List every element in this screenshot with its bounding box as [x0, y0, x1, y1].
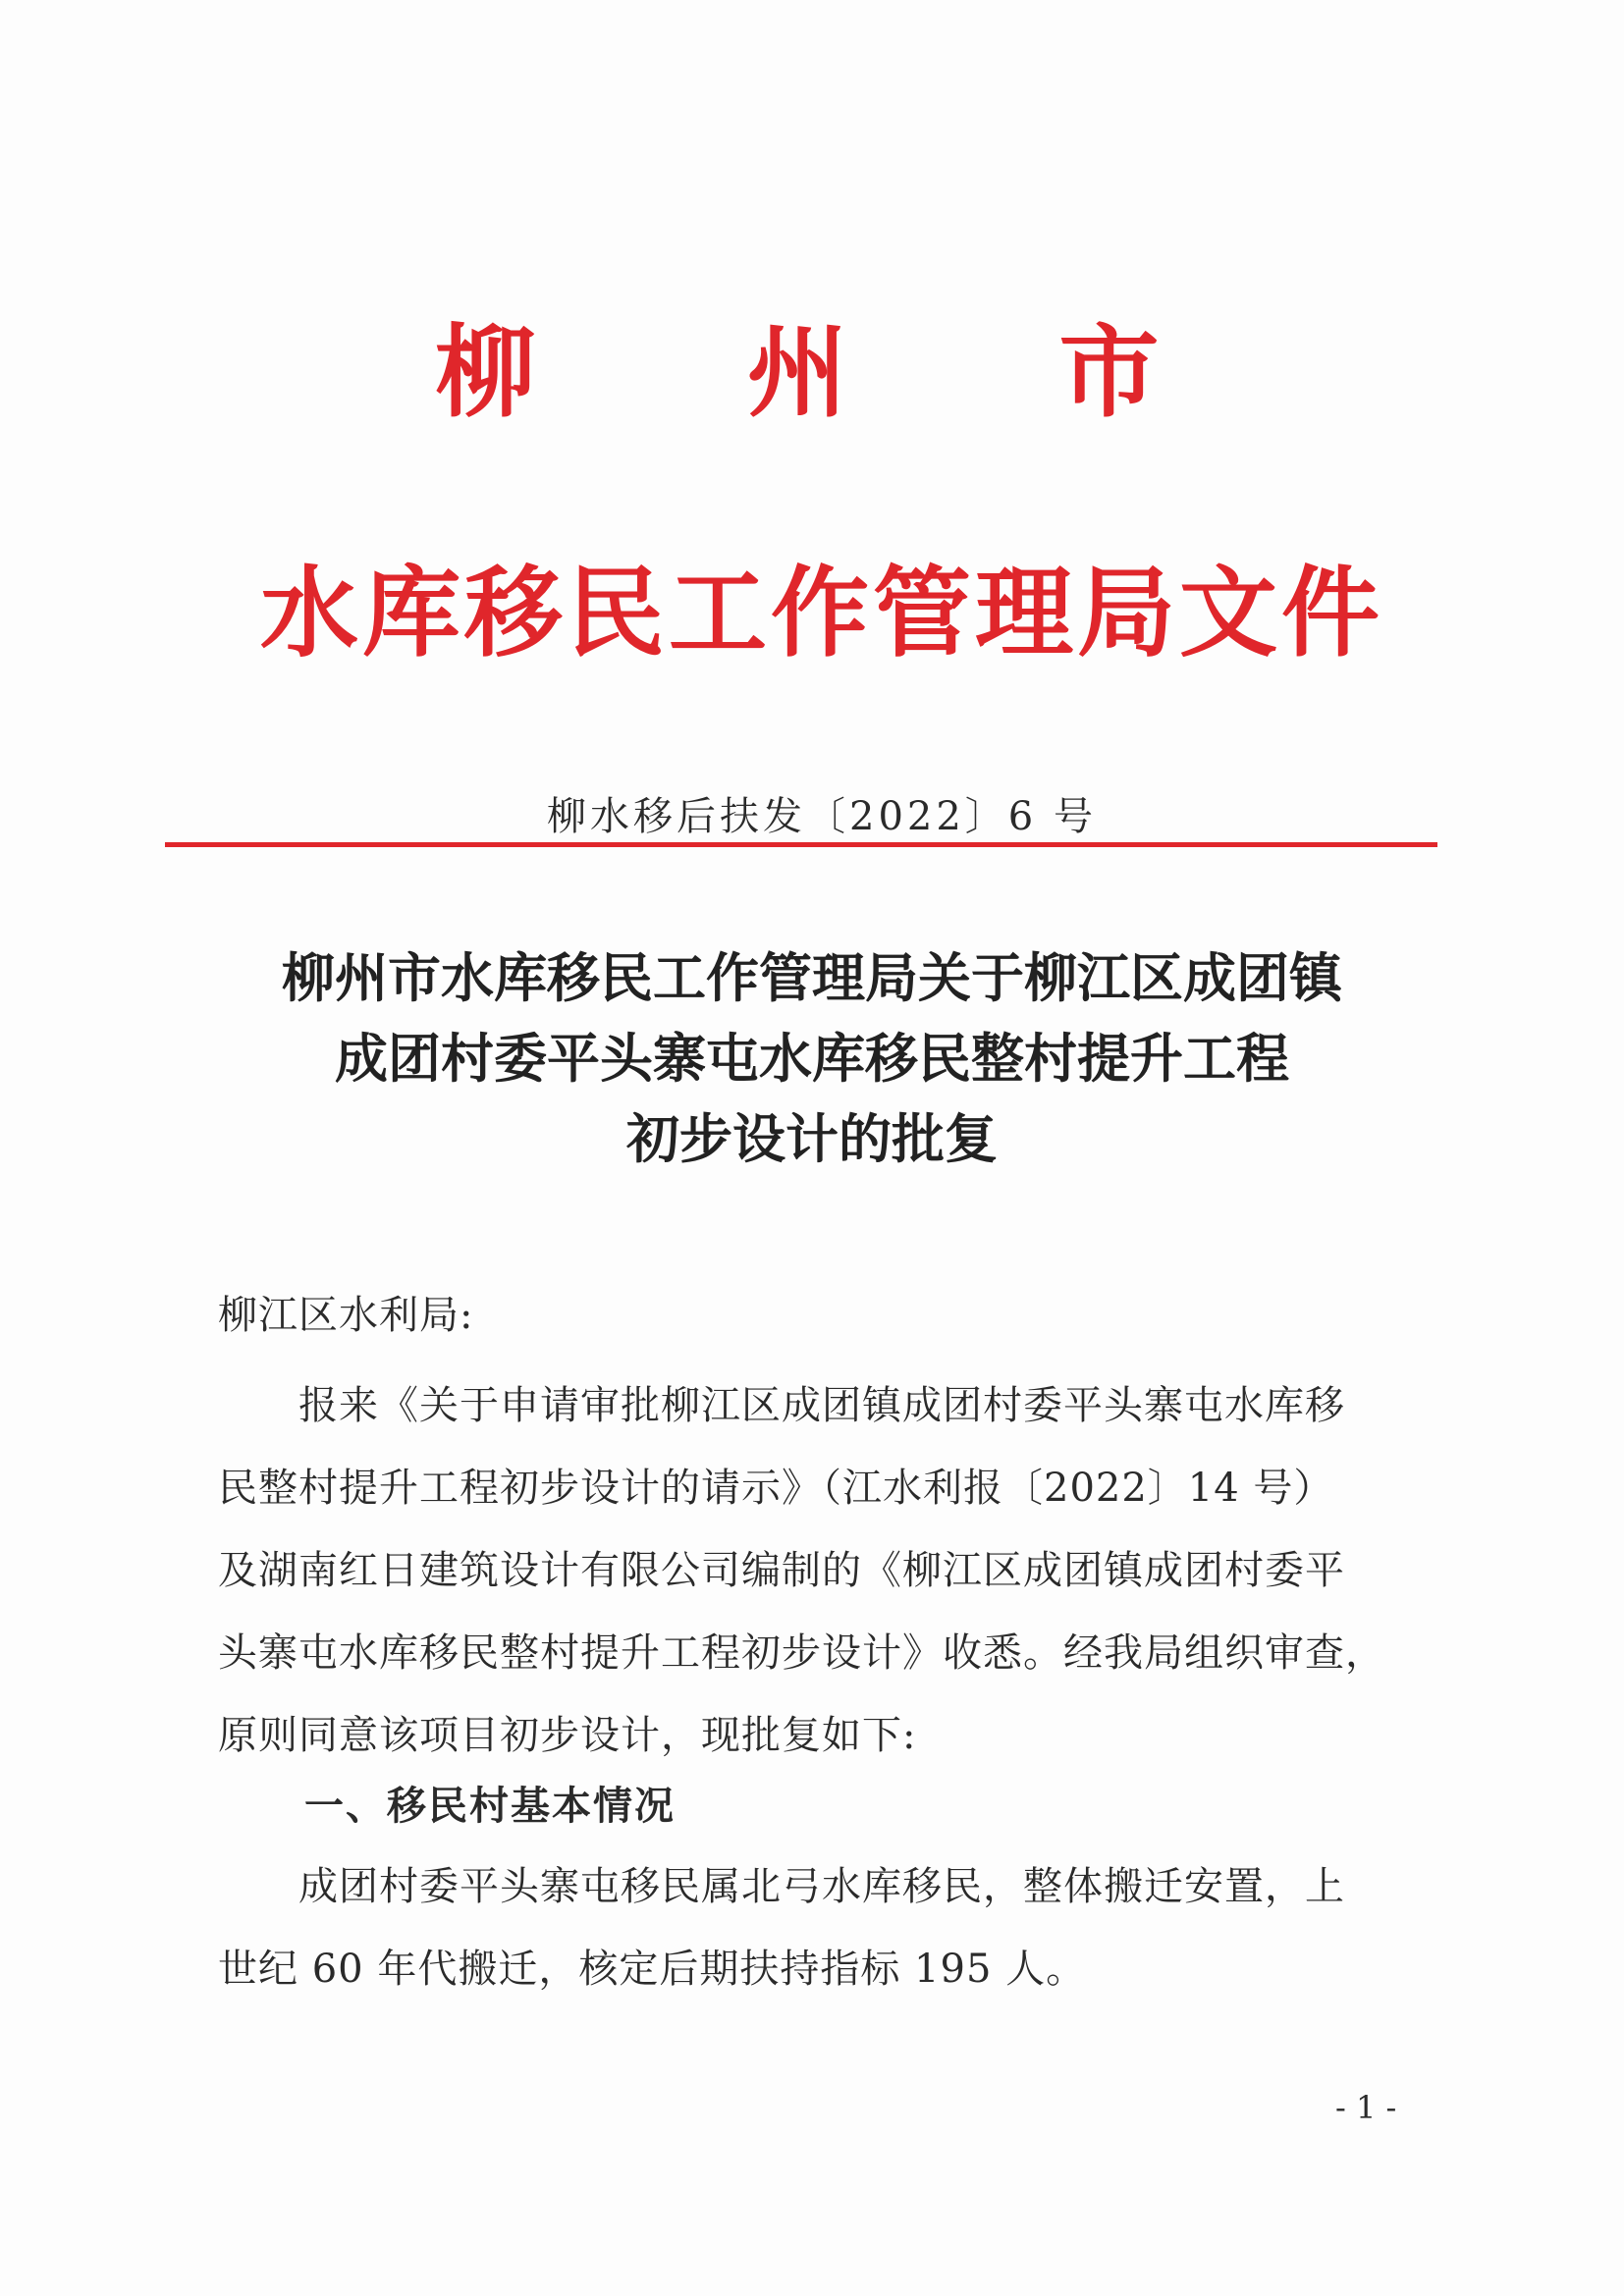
- title-line: 成团村委平头寨屯水库移民整村提升工程: [335, 1027, 1289, 1090]
- title-line: 柳州市水库移民工作管理局关于柳江区成团镇: [282, 946, 1342, 1009]
- paragraph-line: 头寨屯水库移民整村提升工程初步设计》收悉。经我局组织审查，: [218, 1630, 1385, 1676]
- paragraph-line: 原则同意该项目初步设计，现批复如下:: [218, 1713, 917, 1758]
- title-line: 初步设计的批复: [626, 1107, 998, 1170]
- paragraph-line: 及湖南红日建筑设计有限公司编制的《柳江区成团镇成团村委平: [218, 1548, 1345, 1593]
- document-number: 柳水移后扶发〔2022〕6 号: [547, 794, 1097, 839]
- paragraph-village-info: [218, 1845, 1426, 2010]
- paragraph-line: 报来《关于申请审批柳江区成团镇成团村委平头寨屯水库移: [218, 1383, 1345, 1428]
- red-separator-line: [165, 842, 1437, 847]
- page-number: - 1 -: [1335, 2089, 1397, 2126]
- paragraph-line: 成团村委平头寨屯移民属北弓水库移民，整体搬迁安置，上: [218, 1864, 1345, 1909]
- paragraph-request-received: [218, 1364, 1426, 1777]
- document-title: [0, 937, 1624, 1179]
- section-heading: 一、移民村基本情况: [304, 1784, 676, 1829]
- issuer-name-bureau: 水库移民工作管理局文件: [260, 556, 1383, 670]
- issuer-name-city: 柳 州 市: [435, 315, 1248, 432]
- paragraph-line: 世纪 60 年代搬迁，核定后期扶持指标 195 人。: [218, 1947, 1087, 1992]
- paragraph-line: 民整村提升工程初步设计的请示》（江水利报〔2022〕14 号）: [218, 1466, 1334, 1511]
- addressee: 柳江区水利局:: [218, 1293, 474, 1338]
